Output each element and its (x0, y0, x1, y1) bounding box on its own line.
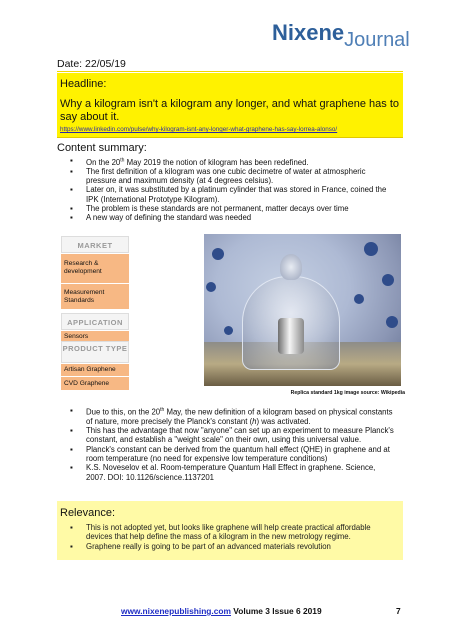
background-dot (206, 282, 216, 292)
relevance-bullets (57, 523, 397, 551)
summary-bullet: ▪ The problem is these standards are not permanent, matter decays over time (57, 204, 392, 213)
image-caption: Replica standard 1kg image source: Wikipedia (290, 390, 405, 396)
background-dot (212, 248, 224, 260)
market-item: Research & development (61, 253, 129, 283)
summary-bullets (57, 156, 392, 223)
publisher-link[interactable]: www.nixenepublishing.com (121, 606, 231, 616)
summary-title: Content summary: (57, 142, 147, 154)
market-header: MARKET (61, 236, 129, 253)
relevance-title: Relevance: (60, 507, 116, 519)
dome-knob (280, 254, 302, 280)
summary-bullets-continued (57, 406, 397, 482)
background-dot (354, 294, 364, 304)
headline-label: Headline: (60, 78, 107, 90)
background-dot (224, 326, 233, 335)
background-dot (364, 242, 378, 256)
summary-bullet: ▪ K.S. Noveselov et al. Room-temperature Quantum Hall Effect in graphene. Science, 2007. DOI: 10.1126/science.1137201 (57, 463, 397, 482)
product-item: CVD Graphene (61, 376, 129, 390)
application-item: Sensors (61, 330, 129, 341)
logo-name-sub: Journal (344, 29, 410, 51)
kilogram-cylinder (278, 318, 304, 354)
summary-bullet: ▪ This has the advantage that now "anyone" can set up an experiment to measure Planck's constant, and establish a "weight scale" on their own, using this universal value. (57, 426, 397, 445)
application-header: APPLICATION (61, 313, 129, 330)
category-sidebar (61, 236, 129, 390)
market-item: Measurement Standards (61, 283, 129, 309)
bullet-text: On the 20th May 2019 the notion of kilogram has been redefined. (86, 157, 309, 167)
page-number: 7 (396, 606, 401, 616)
product-item: Artisan Graphene (61, 363, 129, 376)
date-line: Date: 22/05/19 (57, 57, 403, 72)
logo-name-main: Nixene (272, 20, 345, 45)
footer (121, 606, 322, 616)
headline-box (57, 73, 403, 138)
product-type-header: PRODUCT TYPE (61, 341, 129, 363)
relevance-bullet: ▪ This is not adopted yet, but looks like graphene will help create practical affordable devices that help define the mass of a kilogram in the new metrology regime. (57, 523, 397, 542)
relevance-bullet: ▪ Graphene really is going to be part of an advanced materials revolution (57, 542, 397, 551)
kilogram-replica-photo (204, 234, 401, 386)
summary-bullet: ▪ Due to this, on the 20th May, the new definition of a kilogram based on physical constants of nature, more precisely the Planck's constant (h) was activated. (57, 406, 397, 426)
issue-info: Volume 3 Issue 6 2019 (230, 606, 322, 616)
background-dot (386, 316, 398, 328)
summary-bullet: ▪ The first definition of a kilogram was one cubic decimetre of water at atmospheric pressure and maximum density (at 4 degrees celsius). (57, 167, 392, 186)
summary-bullet: ▪ Planck's constant can be derived from the quantum hall effect (QHE) in graphene and at room temperature (no need for expensive low temperature conditions) (57, 445, 397, 464)
summary-bullet: ▪ Later on, it was substituted by a platinum cylinder that was stored in France, coined the IPK (International Prototype Kilogram). (57, 185, 392, 204)
summary-bullet (57, 156, 392, 167)
headline-text: Why a kilogram isn't a kilogram any longer, and what graphene has to say about it. (60, 98, 400, 123)
source-link[interactable]: https://www.linkedin.com/pulse/why-kilogram-isnt-any-longer-what-graphene-has-say-lorrea-alonso/ (60, 126, 338, 133)
journal-logo (272, 20, 412, 50)
relevance-box (57, 501, 403, 560)
summary-bullet: ▪ A new way of defining the standard was needed (57, 213, 392, 222)
background-dot (382, 274, 394, 286)
